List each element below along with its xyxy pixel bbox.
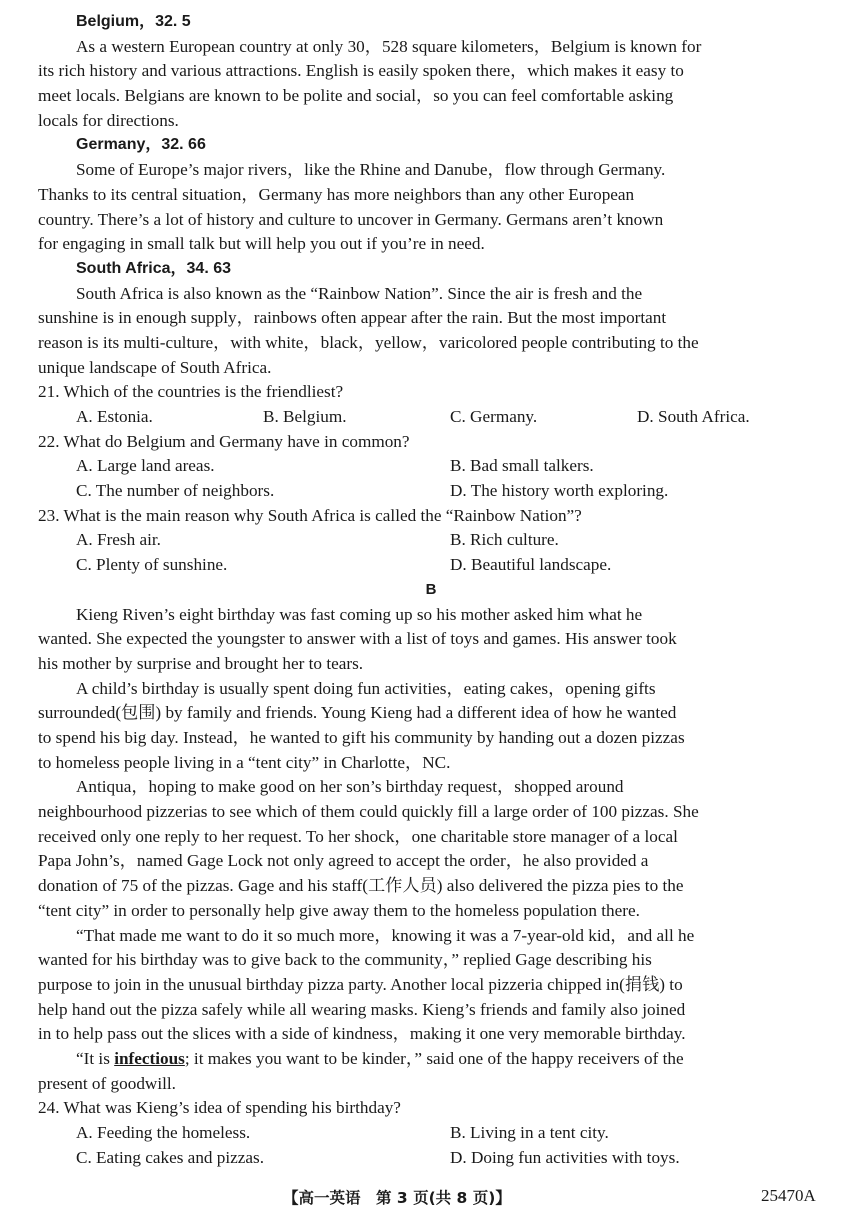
option-b: B. Bad small talkers. [450, 456, 594, 476]
text-line: to homeless people living in a “tent city” in Charlotte，NC. [38, 752, 451, 772]
page [38, 10, 824, 1170]
passage-b-paragraph-2 [38, 677, 824, 776]
question-23-options-row-2 [38, 553, 824, 578]
passage-b-paragraph-3 [38, 775, 824, 923]
country-heading-germany: Germany，32. 66 [76, 136, 206, 154]
option-c: C. Germany. [450, 407, 538, 426]
text-line: As a western European country at only 30，528 square kilometers，Belgium is known for [76, 36, 702, 56]
option-a: A. Feeding the homeless. [76, 1123, 251, 1143]
text-line: meet locals. Belgians are known to be polite and social，so you can feel comfortable asking [38, 86, 674, 106]
option-c: C. Eating cakes and pizzas. [76, 1147, 265, 1167]
text-line [38, 1047, 824, 1072]
question-23-options-row-1 [38, 528, 824, 553]
text-line: present of goodwill. [38, 1073, 176, 1093]
text-line: unique landscape of South Africa. [38, 357, 272, 377]
keyword-infectious: infectious [114, 1048, 185, 1068]
option-d: D. The history worth exploring. [450, 481, 669, 501]
section-heading-b: B [425, 580, 437, 598]
quote-rest: ; it makes you want to be kinder，” said one of the happy receivers of the [184, 1048, 684, 1068]
option-b: B. Living in a tent city. [450, 1123, 609, 1143]
text-line: country. There’s a lot of history and culture to uncover in Germany. Germans aren’t known [38, 209, 664, 229]
country-paragraph-south-africa [38, 282, 824, 381]
country-paragraph-belgium [38, 35, 824, 134]
text-line: surrounded(包围) by family and friends. Young Kieng had a different idea of how he wanted [38, 703, 677, 723]
option-a: A. Large land areas. [76, 456, 215, 476]
option-a: A. Estonia. [76, 407, 153, 426]
question-22-options-row-1 [38, 454, 824, 479]
text-line: purpose to join in the unusual birthday pizza party. Another local pizzeria chipped in(捐钱) to [38, 974, 683, 994]
option-a: A. Fresh air. [76, 530, 161, 550]
question-24: 24. What was Kieng’s idea of spending his birthday? [38, 1098, 401, 1118]
text-line: sunshine is in enough supply，rainbows often appear after the rain. But the most important [38, 308, 667, 328]
question-23: 23. What is the main reason why South Africa is called the “Rainbow Nation”? [38, 505, 582, 525]
option-d: D. Beautiful landscape. [450, 555, 612, 575]
question-22: 22. What do Belgium and Germany have in common? [38, 431, 410, 451]
text-line: Papa John’s，named Gage Lock not only agreed to accept the order，he also provided a [38, 851, 649, 871]
text-line: in to help pass out the slices with a side of kindness，making it one very memorable birthday. [38, 1024, 686, 1044]
text-line: Thanks to its central situation，Germany has more neighbors than any other European [38, 184, 635, 204]
question-24-options-row-1 [38, 1121, 824, 1146]
text-line: donation of 75 of the pizzas. Gage and his staff(工作人员) also delivered the pizza pies to the [38, 876, 684, 896]
text-line: help hand out the pizza safely while all wearing masks. Kieng’s friends and family also joined [38, 999, 686, 1019]
text-line: to spend his big day. Instead，he wanted to gift his community by handing out a dozen pizzas [38, 728, 685, 748]
option-d: D. Doing fun activities with toys. [450, 1147, 680, 1167]
text-line: received only one reply to her request. To her shock，one charitable store manager of a local [38, 826, 678, 846]
question-22-options-row-2 [38, 479, 824, 504]
text-line: neighbourhood pizzerias to see which of them could quickly fill a large order of 100 pizzas. She [38, 802, 699, 822]
text-line: “That made me want to do it so much more，knowing it was a 7-year-old kid，and all he [76, 925, 695, 945]
text-line: South Africa is also known as the “Rainbow Nation”. Since the air is fresh and the [76, 283, 643, 303]
country-paragraph-germany [38, 158, 824, 257]
quote-start: “It is [76, 1048, 115, 1068]
passage-b-paragraph-1 [38, 603, 824, 677]
text-line: Some of Europe’s major rivers，like the Rhine and Danube，flow through Germany. [76, 160, 666, 180]
text-line: “tent city” in order to personally help give away them to the homeless population there. [38, 900, 640, 920]
option-c: C. Plenty of sunshine. [76, 555, 228, 575]
text-line: Antiqua，hoping to make good on her son’s birthday request，shopped around [76, 777, 624, 797]
passage-b-paragraph-4 [38, 924, 824, 1047]
text-line: his mother by surprise and brought her to tears. [38, 653, 364, 673]
option-d: D. South Africa. [637, 407, 750, 426]
text-line: reason is its multi-culture，with white，black，yellow，varicolored people contributing to the [38, 332, 699, 352]
question-21: 21. Which of the countries is the friendliest? [38, 382, 344, 402]
text-line: wanted for his birthday was to give back to the community，” replied Gage describing his [38, 950, 652, 970]
option-b: B. Belgium. [263, 407, 347, 426]
option-c: C. The number of neighbors. [76, 481, 275, 501]
footer-exam-code: 25470A [761, 1186, 816, 1205]
text-line: for engaging in small talk but will help you out if you’re in need. [38, 234, 485, 254]
country-heading-belgium: Belgium，32. 5 [76, 13, 191, 30]
passage-b-paragraph-5 [38, 1047, 824, 1096]
text-line: locals for directions. [38, 110, 179, 130]
text-line: wanted. She expected the youngster to answer with a list of toys and games. His answer took [38, 629, 677, 649]
option-b: B. Rich culture. [450, 530, 559, 550]
question-21-options [38, 405, 824, 430]
footer-page-info: 【高一英语 第 3 页(共 8 页)】 [283, 1189, 511, 1207]
question-24-options-row-2 [38, 1146, 824, 1171]
text-line: Kieng Riven’s eight birthday was fast coming up so his mother asked him what he [76, 604, 643, 624]
text-line: its rich history and various attractions. English is easily spoken there，which makes it easy to [38, 61, 684, 81]
text-line: A child’s birthday is usually spent doing fun activities，eating cakes，opening gifts [76, 678, 656, 698]
country-heading-south-africa: South Africa，34. 63 [76, 259, 232, 277]
